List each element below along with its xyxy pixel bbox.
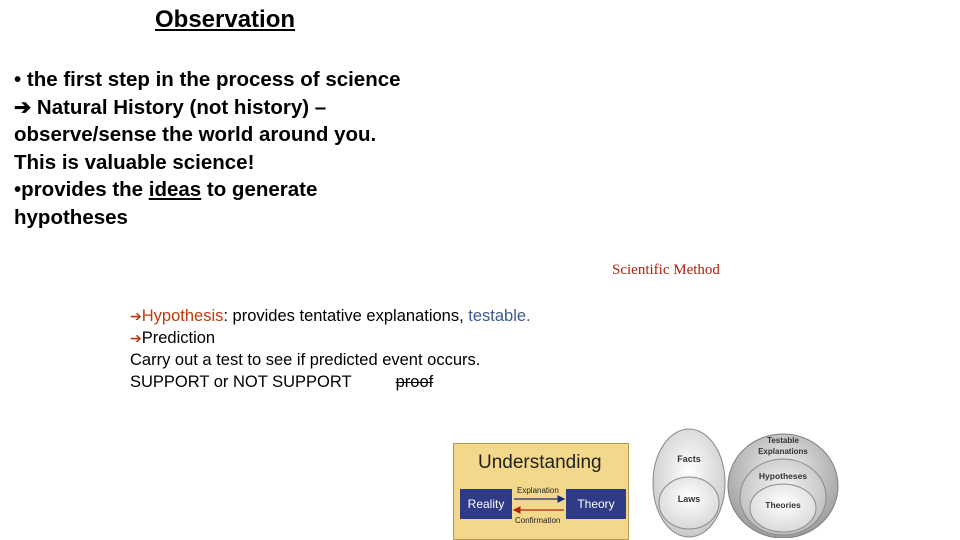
- arrow-icon: ➔: [130, 330, 142, 346]
- theory-box: Theory: [566, 489, 626, 519]
- understanding-title: Understanding: [478, 452, 602, 473]
- hypotheses-label: Hypotheses: [758, 471, 808, 481]
- prediction-line: [130, 327, 531, 349]
- provides-text: •provides the: [14, 178, 149, 202]
- proof-word: proof: [395, 373, 434, 391]
- arrow-icon: ➔: [14, 95, 32, 119]
- observation-text: [14, 66, 484, 232]
- theories-label: Theories: [765, 500, 801, 510]
- hypothesis-line: [130, 305, 531, 327]
- test-line: Carry out a test to see if predicted event occurs.: [130, 351, 481, 369]
- slide-title: Observation: [155, 6, 296, 33]
- support-line: [130, 371, 531, 393]
- bullet-line-6: hypotheses: [14, 205, 128, 229]
- prediction-word: Prediction: [141, 329, 216, 347]
- facts-laws-diagram: [651, 427, 727, 540]
- testable-explanations-diagram: [726, 430, 840, 538]
- method-steps: [130, 305, 531, 393]
- bullet-line-3: observe/sense the world around you.: [14, 123, 377, 147]
- natural-history-text: Natural History (not history) –: [31, 95, 327, 119]
- laws-label: Laws: [677, 494, 701, 504]
- confirmation-label: Confirmation: [515, 516, 561, 525]
- bullet-line-4: This is valuable science!: [14, 150, 255, 174]
- arrow-icon: ➔: [130, 308, 142, 324]
- reality-box: Reality: [460, 489, 512, 519]
- to-generate-text: to generate: [201, 178, 318, 202]
- bullet-line-1: • the first step in the process of science: [14, 68, 401, 91]
- testable-label: Testable: [767, 436, 799, 445]
- understanding-diagram: [453, 443, 629, 540]
- understanding-arrows: [454, 444, 629, 540]
- testable-word: testable.: [468, 307, 531, 325]
- hypothesis-word: Hypothesis: [141, 307, 224, 325]
- scientific-method-label: Scientific Method: [612, 262, 720, 278]
- explanations-label: Explanations: [758, 447, 808, 456]
- facts-label: Facts: [677, 454, 701, 464]
- hypothesis-description: : provides tentative explanations,: [223, 307, 469, 325]
- support-text: SUPPORT or NOT SUPPORT: [130, 373, 352, 391]
- explanation-label: Explanation: [517, 486, 559, 495]
- ideas-word: ideas: [148, 178, 202, 202]
- bullet-line-5: [14, 176, 484, 204]
- bullet-line-2: [14, 94, 484, 122]
